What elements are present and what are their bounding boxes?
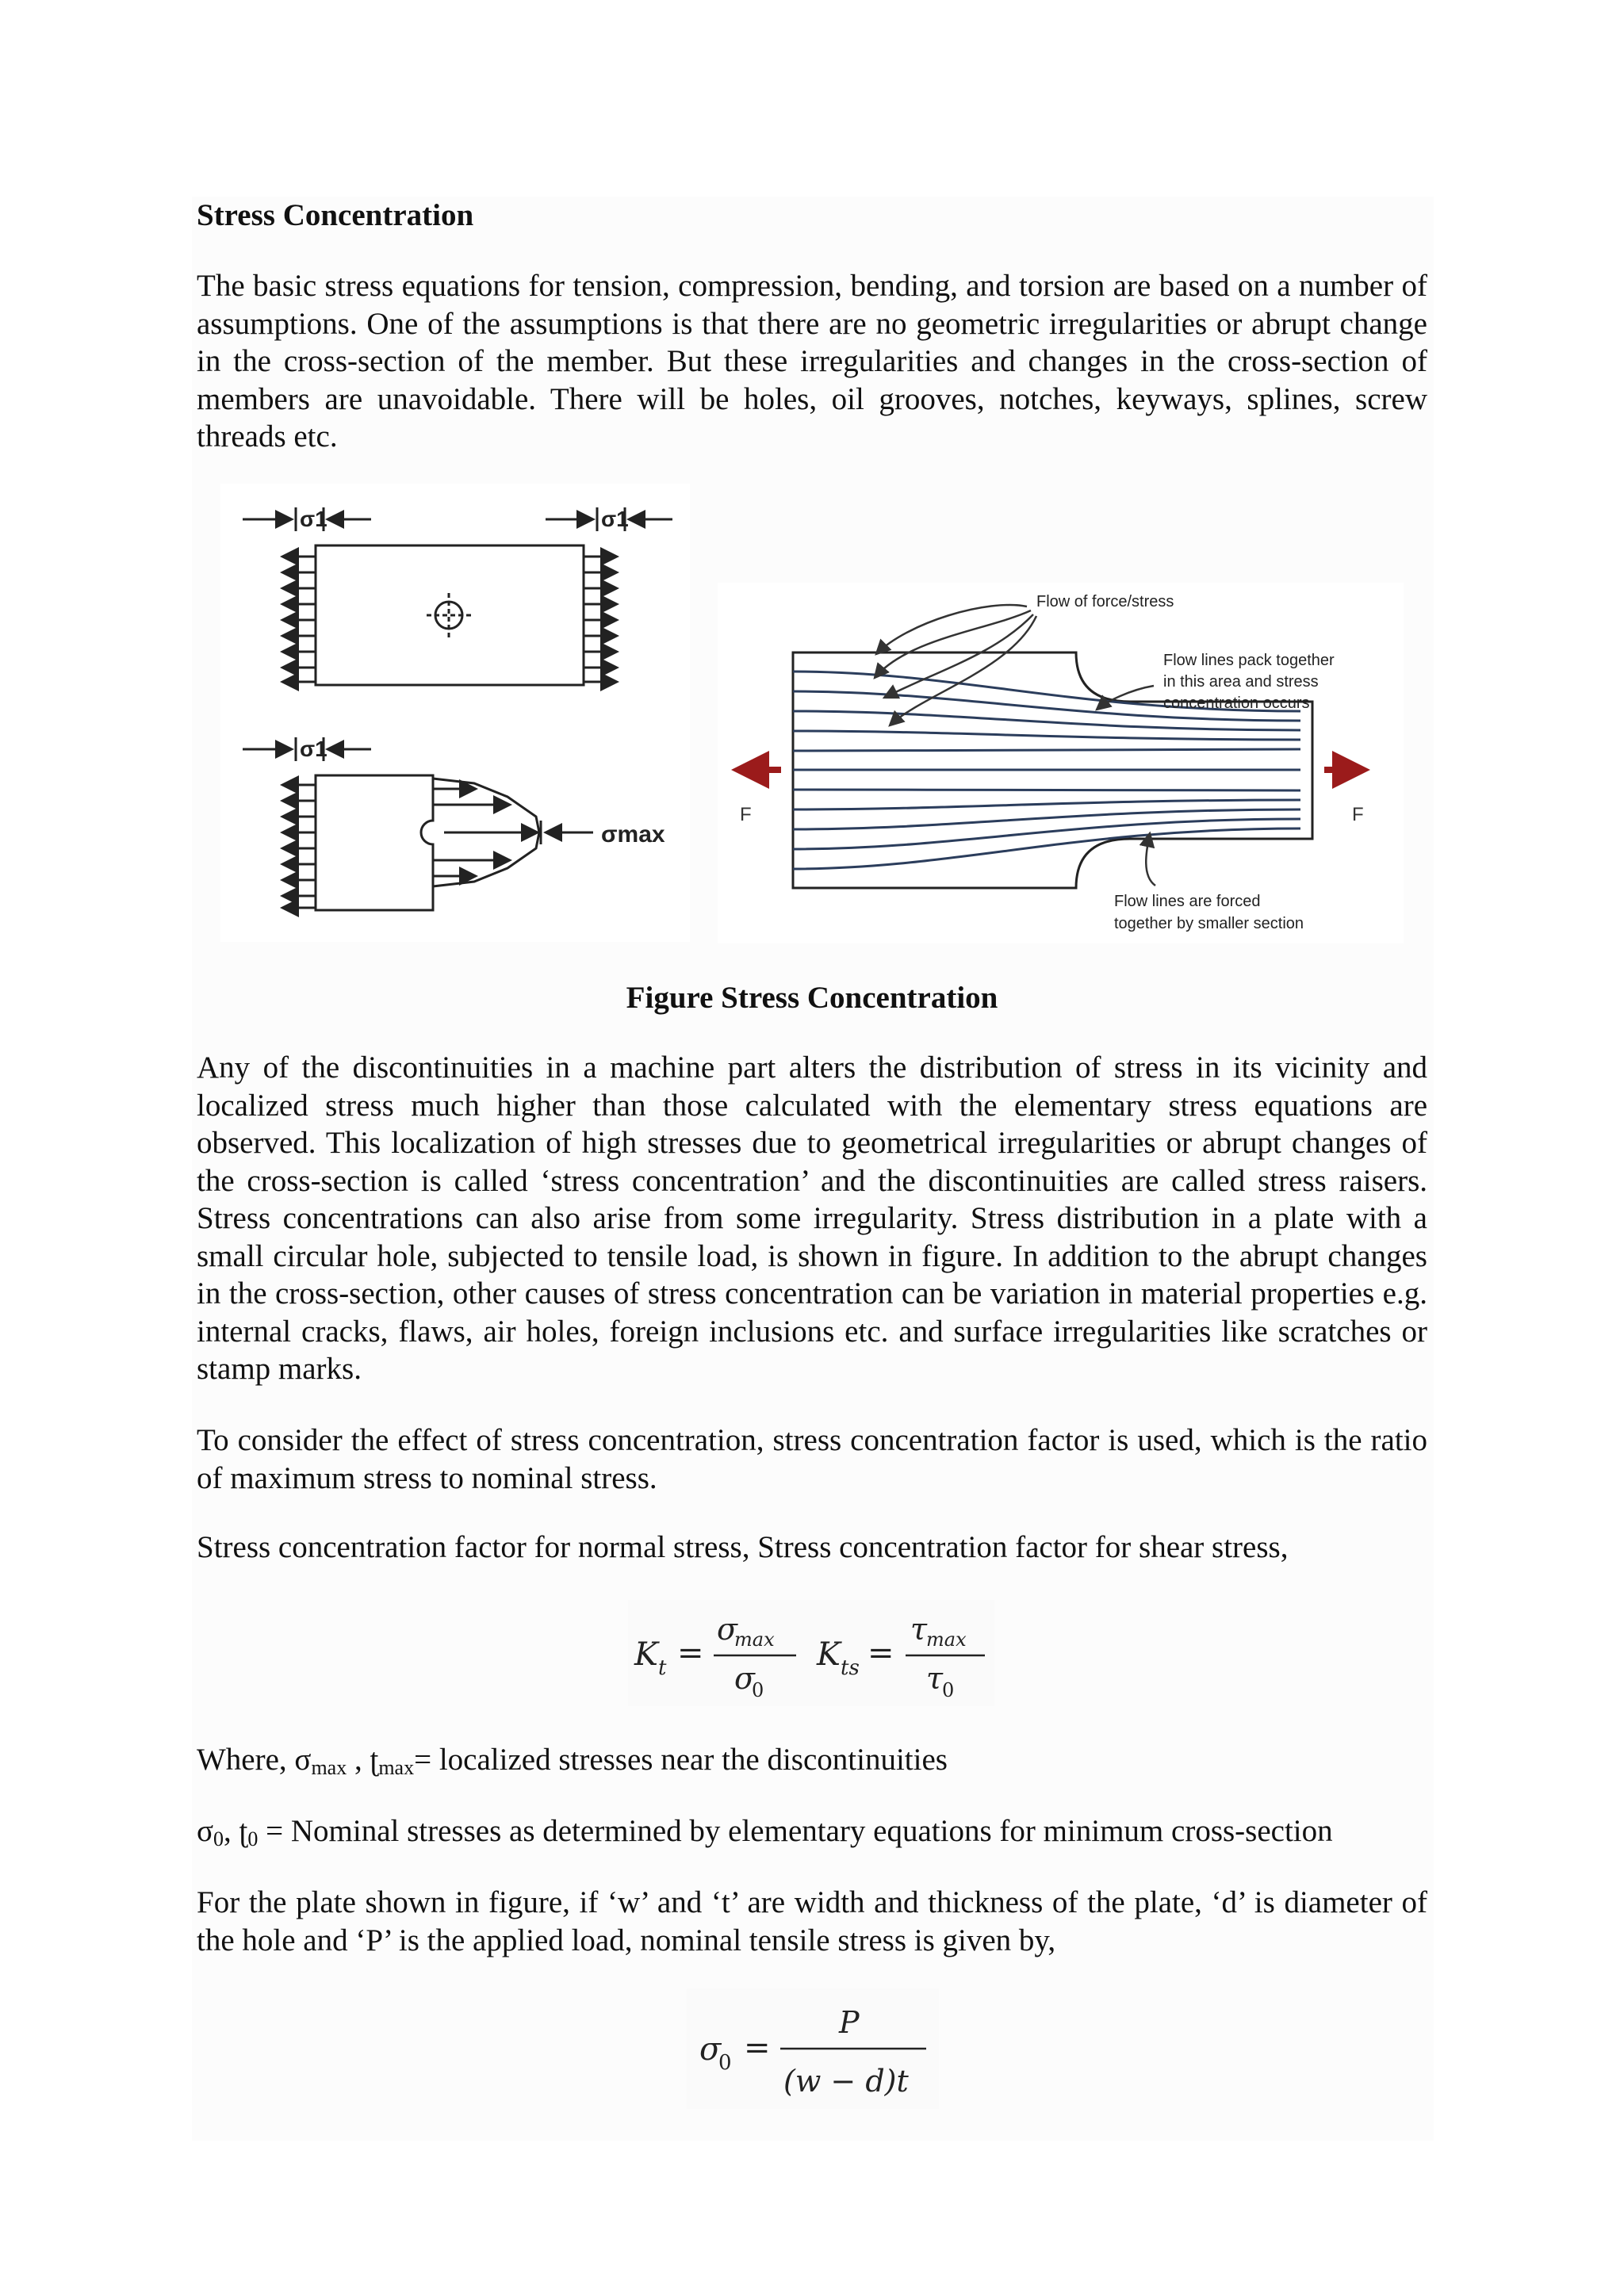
forced-label-1: Flow lines are forced [1114,893,1261,910]
sigma1-dim-right [546,507,672,531]
sigma1-label-lower: σ1 [300,737,327,761]
right-load-arrows [584,557,617,682]
pack-label-3: concentration occurs [1163,695,1310,712]
pack-label-1: Flow lines pack together [1163,652,1335,669]
plate-paragraph: For the plate shown in figure, if ‘w’ and ‘t’ are width and thickness of the plate, ‘d’ is diameter of the hole and ‘P’ is the applied load, nominal tensile stress is given by, [197,1885,1427,1957]
sigma1-dim-left [243,507,371,531]
where-line: Where, $\sigma_{max}$ , ʈ$_{max}$= localized stresses near the discontinuities [197,1743,948,1779]
denominator: (w − d)t [783,2064,909,2099]
factor-types-paragraph: Stress concentration factor for normal stress, Stress concentration factor for shear stress, [197,1530,1289,1564]
equals-1: = [677,1635,704,1671]
figure-caption: Figure Stress Concentration [626,981,998,1015]
tau-max-num: τ [910,1612,928,1647]
kt-subscript: t [658,1656,667,1680]
discontinuities-paragraph: Any of the discontinuities in a machine part alters the distribution of stress in its vicinity and localized stress much higher than those calculated with the elementary stress equations are observed. This localization of high stresses due to geometrical irregularities or abrupt changes of the cross-section is called ‘stress concentration’ and the discontinuities are called stress raisers. Stress concentrations can also arise from some irregularity. Stress distribution in a plate with a small circular hole, subjected to tensile load, is shown in figure. In addition to the abrupt changes in the cross-section, other causes of stress concentration can be variation in material properties e.g. internal cracks, flaws, air holes, foreign inclusions etc. and surface irregularities like scratches or stamp marks. [197,1050,1427,1386]
lower-left-arrows [282,785,316,908]
stress-factor-equation [628,1600,994,1706]
kt-symbol: K [634,1636,658,1673]
flow-label: Flow of force/stress [1036,593,1174,610]
sigma1-dim-lower [243,737,371,761]
force-right-label: F [1352,804,1364,825]
left-load-arrows [282,557,316,682]
kts-subscript: ts [841,1656,860,1680]
kts-symbol: K [817,1636,841,1673]
forced-label-2: together by smaller section [1114,915,1304,932]
sigma0-lhs: σ [699,2031,722,2068]
pack-label-2: in this area and stress [1163,673,1319,691]
equals-3: = [744,2030,771,2066]
hole-symbol [427,593,471,637]
sigma-max-sub: max [734,1628,775,1651]
sigma-max-label: σmax [601,821,665,848]
plate-top [316,545,584,685]
tau-0-sub: 0 [942,1679,955,1701]
nominal-stress-equation [687,1988,939,2109]
nominal-line: $\sigma_0$, ʈ$_0$ = Nominal stresses as determined by elementary equations for minimum cross-section [197,1814,1333,1850]
flow-lines-figure [718,583,1404,943]
sigma-0-den: σ [734,1661,755,1696]
sigma-0-sub: 0 [752,1679,764,1701]
tau-max-sub: max [926,1628,967,1651]
force-left-label: F [740,804,752,825]
plate-half [316,775,433,910]
page-title: Stress Concentration [197,198,474,232]
sigma0-lhs-sub: 0 [718,2051,732,2075]
tau-0-den: τ [926,1661,944,1696]
numerator-p: P [839,2005,860,2040]
plate-hole-figure [220,484,690,942]
sigma1-label-right: σ1 [601,507,629,531]
factor-intro-paragraph: To consider the effect of stress concentration, stress concentration factor is used, which is the ratio of maximum stress to nominal stress. [197,1423,1427,1495]
intro-paragraph: The basic stress equations for tension, compression, bending, and torsion are based on a number of assumptions. One of the assumptions is that there are no geometric irregularities or abrupt change in the cross-section of the member. But these irregularities and changes in the cross-section of members are unavoidable. There will be holes, oil grooves, notches, keyways, splines, screw threads etc. [197,269,1427,453]
plate-hole-diagram [220,484,690,942]
sigma1-label: σ1 [300,507,327,531]
equals-2: = [868,1635,894,1671]
sigma-max-num: σ [717,1612,737,1647]
stress-distribution [433,779,593,886]
flow-lines-diagram [718,583,1404,943]
